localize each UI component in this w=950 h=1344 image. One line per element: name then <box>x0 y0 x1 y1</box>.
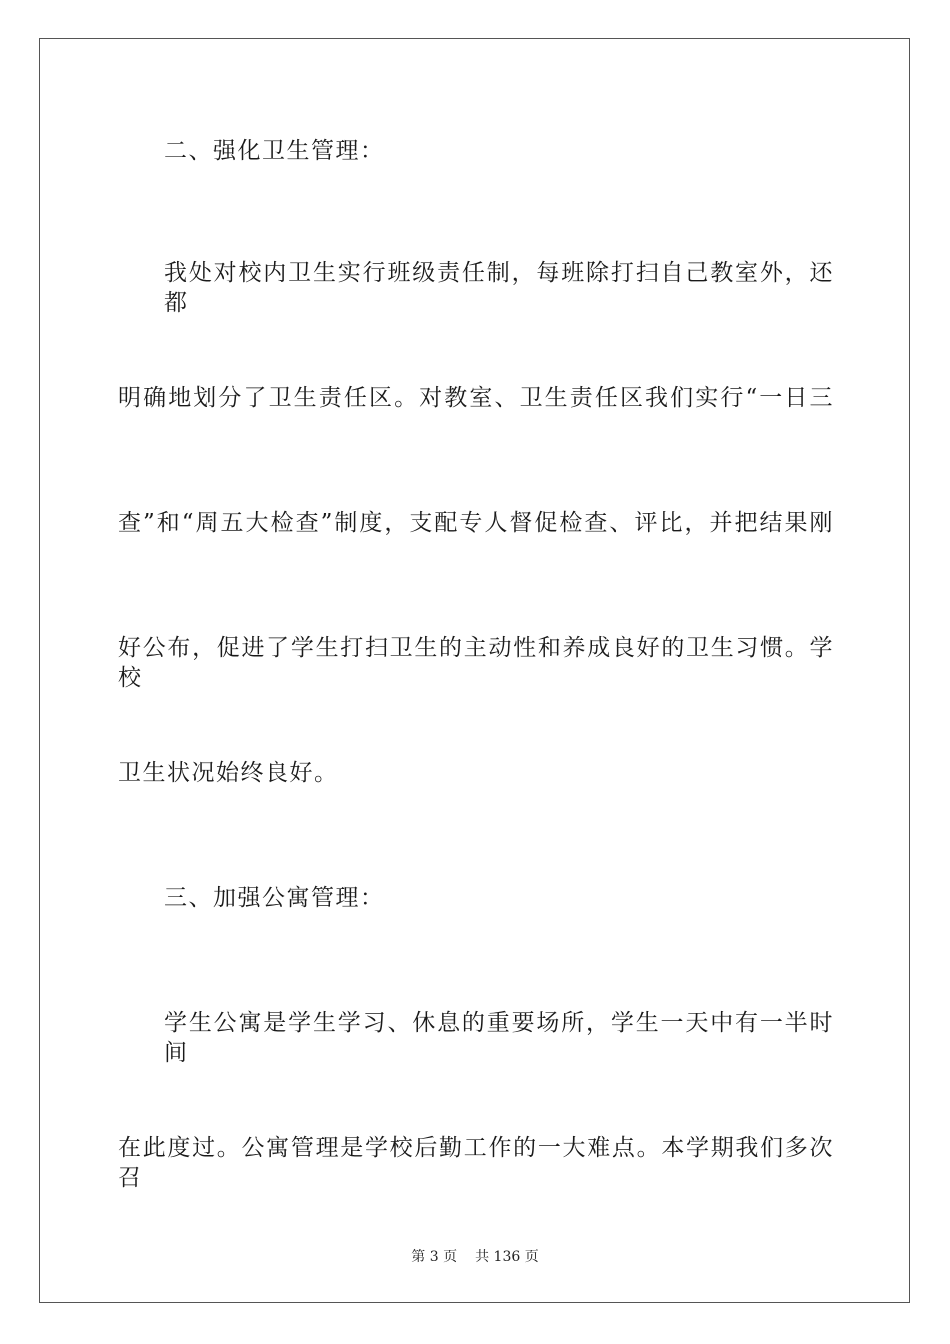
paragraph-line: 卫生状况始终良好。 <box>118 760 339 786</box>
page-footer <box>0 1246 950 1266</box>
paragraph-line: 好公布，促进了学生打扫卫生的主动性和养成良好的卫生习惯。学校 <box>118 635 834 691</box>
page-number: 第 3 页 <box>411 1249 458 1265</box>
page-total: 共 136 页 <box>475 1249 539 1265</box>
paragraph-line: 学生公寓是学生学习、休息的重要场所，学生一天中有一半时间 <box>164 1010 834 1066</box>
paragraph-line: 我处对校内卫生实行班级责任制，每班除打扫自己教室外，还都 <box>164 260 834 316</box>
paragraph-line: 在此度过。公寓管理是学校后勤工作的一大难点。本学期我们多次召 <box>118 1135 834 1191</box>
heading-dormitory: 三、加强公寓管理： <box>164 885 385 911</box>
heading-hygiene: 二、强化卫生管理： <box>164 138 385 164</box>
paragraph-line: 查”和“周五大检查”制度，支配专人督促检查、评比，并把结果刚 <box>118 510 834 536</box>
paragraph-line: 明确地划分了卫生责任区。对教室、卫生责任区我们实行“一日三 <box>118 385 834 411</box>
